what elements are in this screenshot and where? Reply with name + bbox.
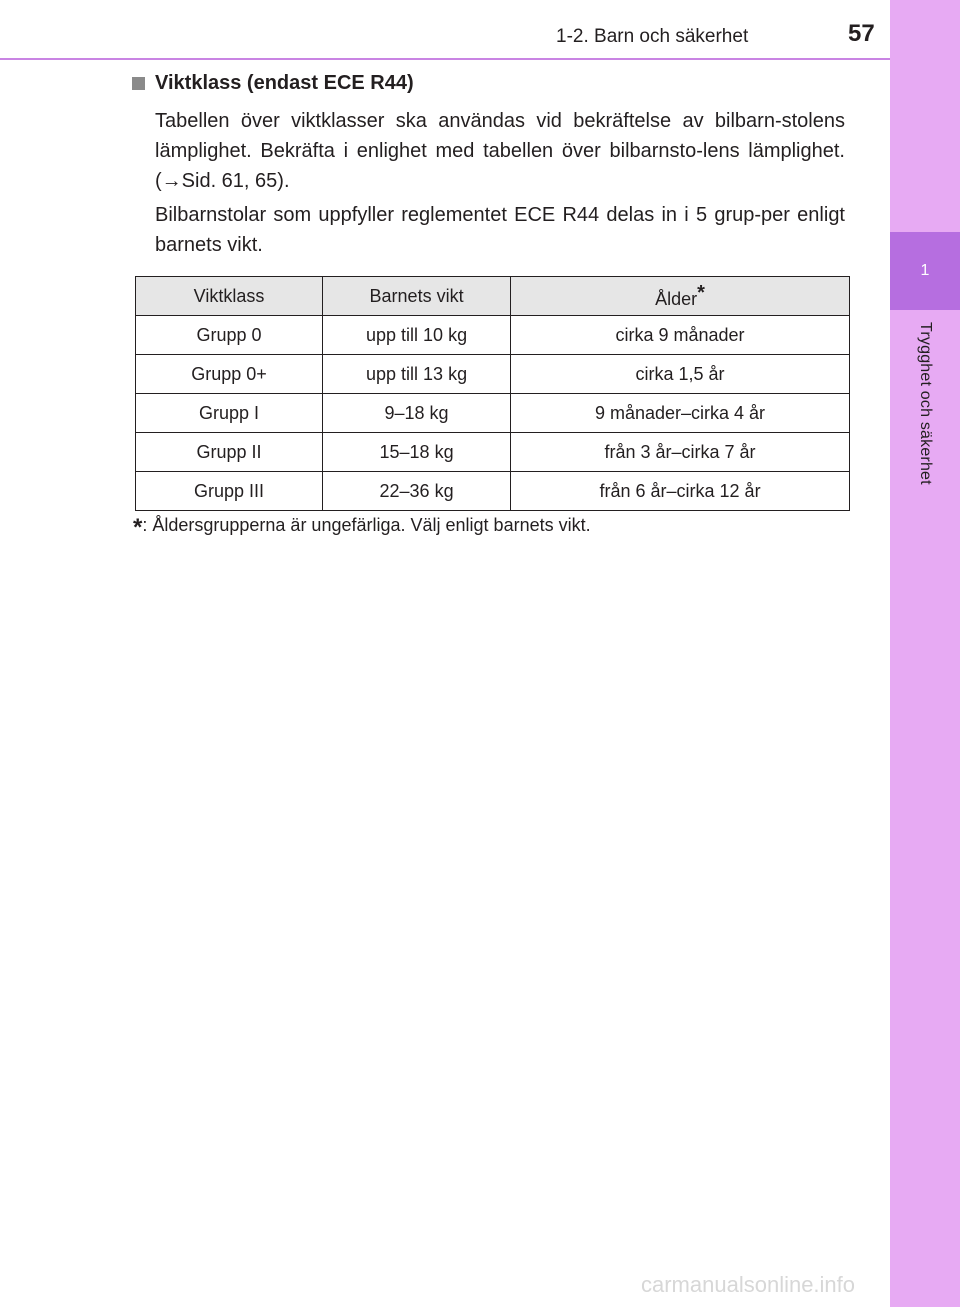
footnote-marker: * bbox=[133, 514, 143, 541]
table-cell: Grupp III bbox=[136, 472, 323, 511]
table-row bbox=[136, 355, 850, 394]
paragraph-2: Bilbarnstolar som uppfyller reglementet ECE R44 delas in i 5 grup-per enligt barnets vikt. bbox=[155, 204, 845, 256]
subheading-text: Viktklass (endast ECE R44) bbox=[155, 72, 414, 94]
table-row bbox=[136, 316, 850, 355]
chapter-number-text: 1 bbox=[920, 262, 930, 279]
watermark: carmanualsonline.info bbox=[641, 1272, 856, 1297]
table-cell: upp till 13 kg bbox=[323, 355, 511, 394]
footnote bbox=[133, 514, 591, 542]
column-header-child-weight: Barnets vikt bbox=[323, 277, 511, 316]
section-title: 1-2. Barn och säkerhet bbox=[556, 26, 749, 47]
table-cell: 9–18 kg bbox=[323, 394, 511, 433]
page-number: 57 bbox=[848, 20, 875, 47]
chapter-number bbox=[890, 232, 960, 310]
age-header-text: Ålder bbox=[655, 289, 698, 309]
square-bullet-icon bbox=[132, 77, 145, 90]
chapter-title-text: Trygghet och säkerhet bbox=[917, 322, 934, 485]
table-header-row bbox=[136, 277, 850, 316]
chapter-side-tab bbox=[890, 0, 960, 1307]
table-cell: Grupp 0 bbox=[136, 316, 323, 355]
table-cell: från 6 år–cirka 12 år bbox=[511, 472, 850, 511]
column-header-age bbox=[511, 277, 850, 316]
footnote-text: : Åldersgrupperna är ungefärliga. Välj enligt barnets vikt. bbox=[142, 515, 591, 535]
table-cell: 9 månader–cirka 4 år bbox=[511, 394, 850, 433]
subheading bbox=[132, 72, 414, 95]
table-cell: Grupp II bbox=[136, 433, 323, 472]
column-header-weight-class: Viktklass bbox=[136, 277, 323, 316]
table-cell: upp till 10 kg bbox=[323, 316, 511, 355]
table-row bbox=[136, 433, 850, 472]
table-cell: cirka 9 månader bbox=[511, 316, 850, 355]
table-cell: 15–18 kg bbox=[323, 433, 511, 472]
table-row bbox=[136, 472, 850, 511]
table-cell: Grupp 0+ bbox=[136, 355, 323, 394]
table-cell: 22–36 kg bbox=[323, 472, 511, 511]
header-rule bbox=[0, 58, 890, 60]
table-cell: Grupp I bbox=[136, 394, 323, 433]
footnote-marker: * bbox=[697, 282, 705, 304]
table-cell: cirka 1,5 år bbox=[511, 355, 850, 394]
weight-class-table bbox=[135, 276, 850, 511]
paragraph-1: Tabellen över viktklasser ska användas vid bekräftelse av bilbarn-stolens lämplighet. Bekräfta i enlighet med tabellen över bilbarnsto-lens lämplighet. (→Sid. 61, 65). bbox=[155, 110, 845, 192]
chapter-title bbox=[890, 322, 960, 532]
table-cell: från 3 år–cirka 7 år bbox=[511, 433, 850, 472]
table-row bbox=[136, 394, 850, 433]
